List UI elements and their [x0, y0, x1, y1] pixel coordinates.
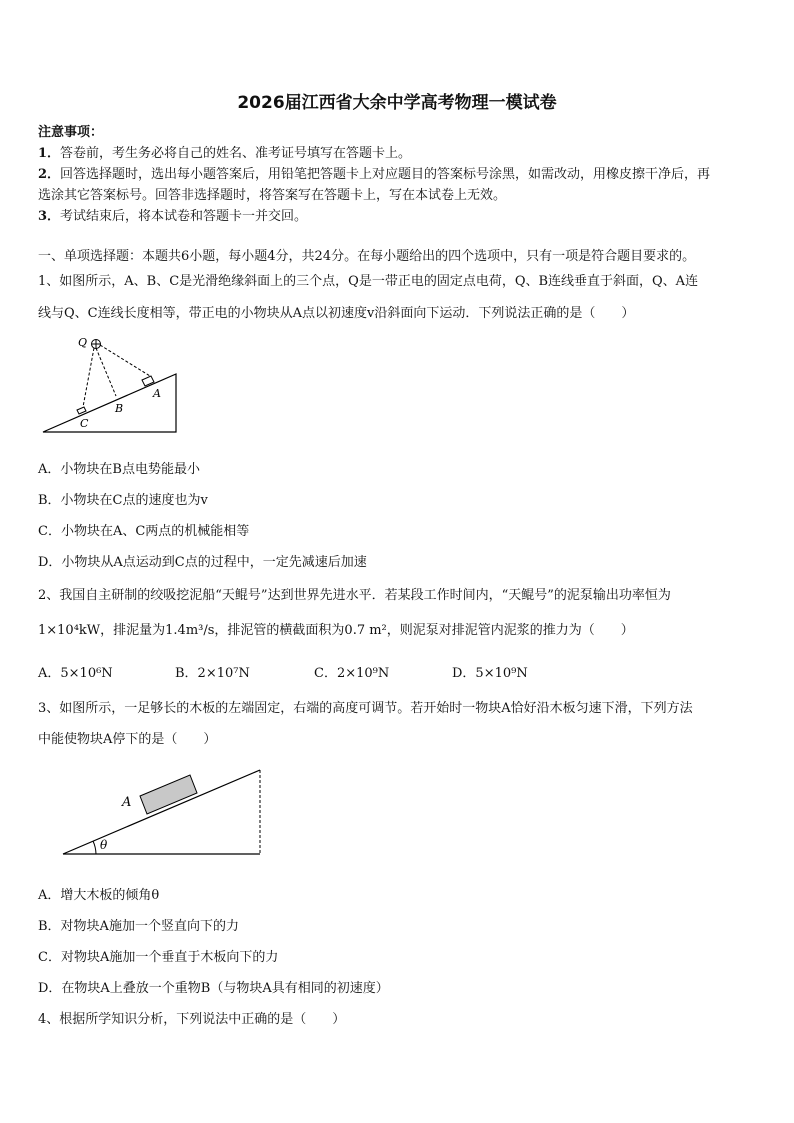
q4-stem-line1: 4、根据所学知识分析，下列说法中正确的是（ ） — [38, 1012, 346, 1027]
q1-stem-line2: 线与Q、C连线长度相等，带正电的小物块从A点以初速度v沿斜面向下运动．下列说法正确的是（ ） — [38, 306, 635, 321]
q1-option-a: A．小物块在B点电势能最小 — [38, 462, 200, 477]
label-b: B — [115, 402, 124, 415]
q2-option-a: A．5×10⁶N — [38, 666, 113, 681]
q1-option-c: C．小物块在A、C两点的机械能相等 — [38, 524, 250, 539]
label-q: Q — [78, 336, 88, 349]
section-heading: 一、单项选择题：本题共6小题，每小题4分，共24分。在每小题给出的四个选项中，只有一项是符合题目要求的。 — [38, 249, 696, 264]
notice-heading: 注意事项： — [38, 125, 104, 140]
q3-board-figure — [60, 763, 270, 863]
angle-arc — [93, 841, 96, 854]
block-a — [140, 775, 197, 814]
notice-item-text: 回答选择题时，选出每小题答案后，用铅笔把答题卡上对应题目的答案标号涂黑，如需改动，用橡皮擦干净后，再 — [60, 167, 711, 182]
notice-item-text: 考试结束后，将本试卷和答题卡一并交回。 — [60, 209, 308, 224]
q2-option-c: C．2×10⁹N — [314, 666, 390, 681]
notice-item-number: 3． — [38, 209, 61, 224]
q1-option-d: D．小物块从A点运动到C点的过程中，一定先减速后加速 — [38, 555, 367, 570]
qa-line — [100, 345, 150, 376]
q1-incline-figure — [38, 330, 183, 438]
qc-line — [83, 348, 94, 407]
block-at-c — [77, 407, 86, 414]
label-c: C — [80, 417, 89, 430]
label-theta: θ — [100, 838, 108, 852]
qb-line — [96, 348, 116, 396]
q2-stem-line1: 2、我国自主研制的绞吸挖泥船“天鲲号”达到世界先进水平．若某段工作时间内，“天鲲号”的泥泵输出功率恒为 — [38, 588, 671, 603]
q2-option-d: D．5×10⁹N — [452, 666, 528, 681]
q3-option-c: C．对物块A施加一个垂直于木板向下的力 — [38, 950, 279, 965]
q3-option-d: D．在物块A上叠放一个重物B（与物块A具有相同的初速度） — [38, 981, 389, 996]
notice-item — [38, 205, 307, 224]
incline-triangle — [43, 374, 176, 432]
q2-option-b: B．2×10⁷N — [175, 666, 250, 681]
page-title: 2026届江西省大余中学高考物理一模试卷 — [237, 93, 557, 113]
notice-item — [38, 163, 710, 182]
q1-stem-line1: 1、如图所示，A、B、C是光滑绝缘斜面上的三个点，Q是一带正电的固定点电荷，Q、B连线垂直于斜面，Q、A连 — [38, 274, 699, 289]
q3-option-b: B．对物块A施加一个竖直向下的力 — [38, 919, 239, 934]
q3-stem-line2: 中能使物块A停下的是（ ） — [38, 732, 217, 747]
q3-option-a: A．增大木板的倾角θ — [38, 888, 160, 903]
notice-item — [38, 142, 411, 161]
q1-option-b: B．小物块在C点的速度也为v — [38, 493, 208, 508]
notice-item-text: 答卷前，考生务必将自己的姓名、准考证号填写在答题卡上。 — [60, 146, 412, 161]
notice-item-continued: 选涂其它答案标号。回答非选择题时，将答案写在答题卡上，写在本试卷上无效。 — [38, 188, 507, 203]
label-a: A — [153, 387, 161, 400]
label-block-a: A — [122, 795, 132, 810]
q3-stem-line1: 3、如图所示，一足够长的木板的左端固定，右端的高度可调节。若开始时一物块A恰好沿木板匀速下滑，下列方法 — [38, 701, 693, 716]
q2-stem-line2: 1×10⁴kW，排泥量为1.4m³/s，排泥管的横截面积为0.7 m²，则泥泵对排泥管内泥浆的推力为（ ） — [38, 623, 634, 638]
notice-item-number: 1． — [38, 146, 61, 161]
notice-item-number: 2． — [38, 167, 61, 182]
board-line — [63, 770, 260, 854]
